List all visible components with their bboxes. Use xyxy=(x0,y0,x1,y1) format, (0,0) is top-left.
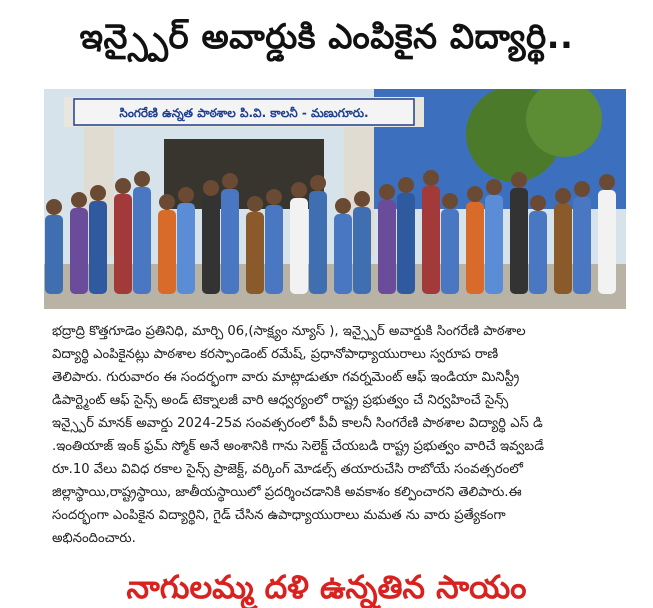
person xyxy=(466,202,484,294)
article-line: ఇన్స్పైర్ మానక్ అవార్డు 2024-25వ సంవత్సరంలో పీవీ కాలనీ సింగరేణి పాఠశాల విద్యార్థి ఎస్ డి xyxy=(52,416,543,431)
person xyxy=(202,196,220,294)
article-line: .ఇంతియాజ్ ఇంక్ ఫ్రమ్ స్మోక్ అనే అంశానికి గాను సెలెక్ట్ చేయబడి రాష్ట్ర ప్రభుత్వం వారిచే ఇవ్వబడే xyxy=(52,439,544,454)
article-line: జిల్లాస్థాయి,రాష్ట్రస్థాయి, జాతీయస్థాయిలో ప్రదర్శించడానికి అవకాశం కల్పించారని తెలిపారు.ఈ xyxy=(52,485,522,500)
person xyxy=(397,193,415,294)
person xyxy=(334,214,352,294)
person xyxy=(133,187,151,294)
article-line: తెలిపారు. గురువారం ఈ సందర్భంగా వారు మాట్లాడుతూ గవర్నమెంట్ ఆఫ్ ఇండియా మినిస్ట్రీ xyxy=(52,370,520,385)
person-head xyxy=(247,196,263,212)
person xyxy=(510,188,528,294)
person xyxy=(177,203,195,294)
headline: ఇన్స్పైర్ అవార్డుకి ఎంపికైన విద్యార్థి.. xyxy=(79,17,574,57)
person-head xyxy=(90,185,106,201)
person-head xyxy=(222,173,238,189)
person-head xyxy=(599,174,615,190)
person xyxy=(158,210,176,294)
person-head xyxy=(291,182,307,198)
person xyxy=(246,212,264,294)
person xyxy=(70,208,88,294)
person xyxy=(89,201,107,294)
person-head xyxy=(486,179,502,195)
person-head xyxy=(134,171,150,187)
photo-banner-text: సింగరేణి ఉన్నత పాఠశాల పి.వి. కాలనీ - మణుగూరు. xyxy=(119,106,369,120)
next-article-headline: నాగులమ్మ దళి ఉన్నతిన సాయం xyxy=(126,568,527,606)
person-head xyxy=(203,180,219,196)
person-head xyxy=(379,184,395,200)
person-head xyxy=(398,177,414,193)
person-head xyxy=(46,199,62,215)
person-head xyxy=(310,175,326,191)
article-line: సందర్భంగా ఎంపికైన విద్యార్థిని, గైడ్ చేసిన ఉపాధ్యాయురాలు మమత ను వారు ప్రత్యేకంగా xyxy=(52,508,506,523)
person-head xyxy=(574,181,590,197)
article-line: విద్యార్థి ఎంపికైనట్లు పాఠశాల కరస్పాండెంట్ రమేష్, ప్రధానోపాధ్యాయురాలు స్వరూప రాణి xyxy=(52,347,499,362)
person xyxy=(45,215,63,294)
person-head xyxy=(442,193,458,209)
person-head xyxy=(555,188,571,204)
person-head xyxy=(335,198,351,214)
article-body xyxy=(52,320,624,550)
person xyxy=(265,205,283,294)
person xyxy=(353,207,371,294)
person-head xyxy=(115,178,131,194)
person-head xyxy=(423,170,439,186)
person xyxy=(309,191,327,294)
person xyxy=(114,194,132,294)
person xyxy=(378,200,396,294)
person xyxy=(485,195,503,294)
person xyxy=(529,211,547,294)
person-head xyxy=(266,189,282,205)
person xyxy=(441,209,459,294)
person xyxy=(221,189,239,294)
person-head xyxy=(530,195,546,211)
person-head xyxy=(354,191,370,207)
article-line: భద్రాద్రి కొత్తగూడెం ప్రతినిధి, మార్చి 06,(సాక్ష్యం న్యూస్ ), ఇన్స్పైర్ అవార్డుకి సింగరేణి పాఠశాల xyxy=(52,324,526,339)
article-line: డిపార్ట్మెంట్ ఆఫ్ సైన్స్ అండ్ టెక్నాలజీ వారి ఆధ్వర్యంలో రాష్ట్ర ప్రభుత్వం చే నిర్వహించే సైన్స్ xyxy=(52,393,509,408)
article-line: అభినందించారు. xyxy=(52,531,136,546)
person xyxy=(554,204,572,294)
person-head xyxy=(467,186,483,202)
person xyxy=(290,198,308,294)
article-line: రూ.10 వేలు వివిధ రకాల సైన్స్ ప్రాజెక్ట్, వర్కింగ్ మోడల్స్ తయారుచేసి రాబోయే సంవత్సరంలో xyxy=(52,462,523,477)
person-head xyxy=(71,192,87,208)
news-photo xyxy=(44,89,626,309)
person xyxy=(598,190,616,294)
person-head xyxy=(511,172,527,188)
person-head xyxy=(178,187,194,203)
person-head xyxy=(159,194,175,210)
person xyxy=(422,186,440,294)
person xyxy=(573,197,591,294)
